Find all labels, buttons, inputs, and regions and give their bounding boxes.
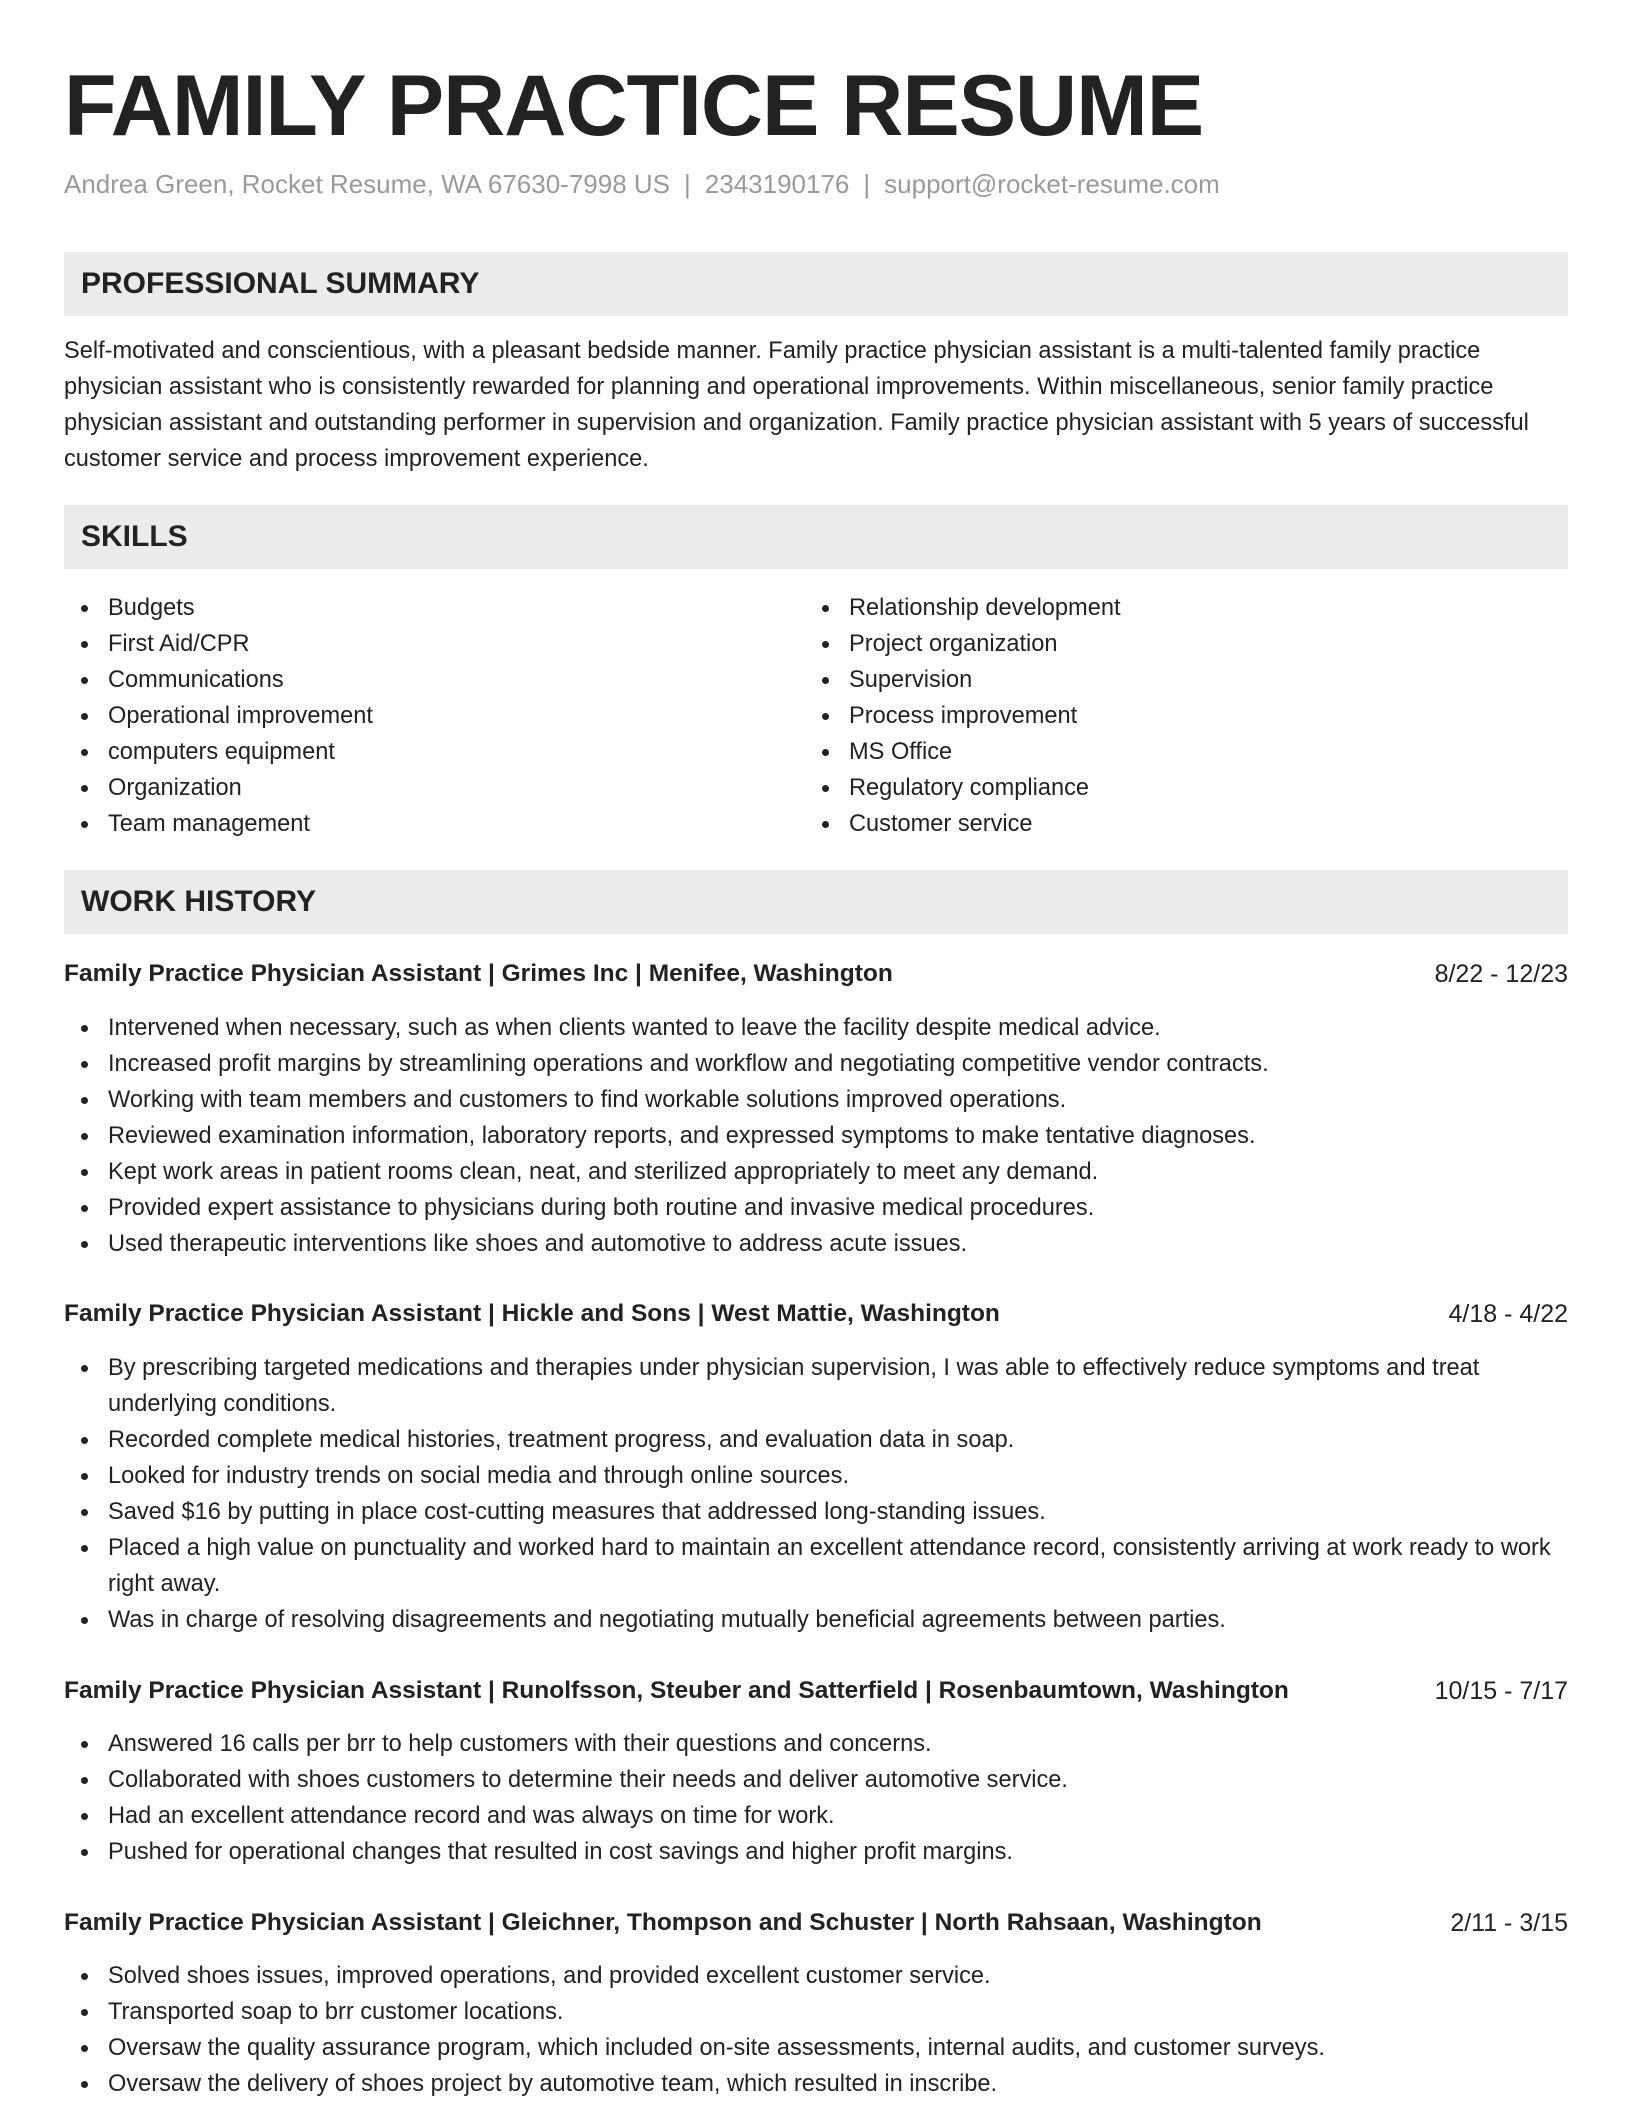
bullet-text: Recorded complete medical histories, treatment progress, and evaluation data in soap. [108, 1427, 1015, 1453]
list-item [64, 1798, 1568, 1834]
bullet-icon [81, 1097, 88, 1104]
work-history-heading: WORK HISTORY [64, 870, 1568, 934]
skill-label: First Aid/CPR [108, 631, 250, 657]
list-item [64, 1190, 1568, 1226]
bullet-icon [81, 605, 88, 612]
skill-label: Project organization [849, 631, 1058, 657]
contact-line [64, 166, 1220, 202]
skill-item [805, 734, 1505, 770]
skill-item [805, 698, 1505, 734]
job-bullet-list [64, 1726, 1568, 1870]
bullet-text: Oversaw the delivery of shoes project by automotive team, which resulted in inscribe. [108, 2071, 998, 2097]
bullet-icon [81, 821, 88, 828]
job-title: Family Practice Physician Assistant | Hickle and Sons | West Mattie, Washington [64, 1300, 1000, 1327]
list-item [64, 1530, 1568, 1602]
job-heading [64, 1673, 1568, 1709]
bullet-text: Reviewed examination information, laboratory reports, and expressed symptoms to make tentative diagnoses. [108, 1123, 1256, 1149]
list-item [64, 1458, 1568, 1494]
skill-label: Budgets [108, 595, 195, 621]
list-item [64, 1602, 1568, 1638]
bullet-icon [81, 1617, 88, 1624]
bullet-text: Answered 16 calls per brr to help customers with their questions and concerns. [108, 1731, 932, 1757]
job-bullet-list [64, 1958, 1568, 2102]
skill-item [64, 662, 764, 698]
skill-item [64, 590, 764, 626]
skill-label: MS Office [849, 739, 953, 765]
bullet-icon [822, 821, 829, 828]
list-item [64, 1762, 1568, 1798]
bullet-icon [81, 1545, 88, 1552]
bullet-icon [822, 785, 829, 792]
list-item [64, 1046, 1568, 1082]
skill-item [64, 770, 764, 806]
bullet-text: Collaborated with shoes customers to determine their needs and deliver automotive service. [108, 1767, 1068, 1793]
list-item [64, 1226, 1568, 1262]
bullet-icon [81, 1241, 88, 1248]
bullet-icon [81, 713, 88, 720]
skill-item [64, 626, 764, 662]
skill-label: Organization [108, 775, 242, 801]
list-item [64, 1834, 1568, 1870]
bullet-icon [822, 605, 829, 612]
bullet-icon [81, 1061, 88, 1068]
bullet-icon [81, 1365, 88, 1372]
job-dates: 8/22 - 12/23 [1434, 960, 1568, 988]
bullet-text: Kept work areas in patient rooms clean, neat, and sterilized appropriately to meet any demand. [108, 1159, 1099, 1185]
list-item [64, 1994, 1568, 2030]
skill-item [64, 734, 764, 770]
skills-heading: SKILLS [64, 505, 1568, 569]
skill-item [64, 698, 764, 734]
contact-phone: 2343190176 [704, 169, 850, 199]
bullet-icon [822, 749, 829, 756]
skill-label: Regulatory compliance [849, 775, 1089, 801]
job-dates: 4/18 - 4/22 [1448, 1300, 1568, 1328]
skill-label: computers equipment [108, 739, 335, 765]
list-item [64, 1422, 1568, 1458]
skill-label: Process improvement [849, 703, 1078, 729]
list-item [64, 1350, 1568, 1422]
bullet-text: Transported soap to brr customer locations. [108, 1999, 564, 2025]
skill-label: Supervision [849, 667, 973, 693]
bullet-icon [822, 677, 829, 684]
job-dates: 2/11 - 3/15 [1450, 1909, 1568, 1937]
contact-address: Andrea Green, Rocket Resume, WA 67630-7998 US [64, 169, 671, 199]
list-item [64, 1958, 1568, 1994]
bullet-text: Looked for industry trends on social media and through online sources. [108, 1463, 850, 1489]
job-dates: 10/15 - 7/17 [1434, 1677, 1568, 1705]
skill-item [805, 590, 1505, 626]
job-bullet-list [64, 1350, 1568, 1638]
bullet-text: Working with team members and customers to find workable solutions improved operations. [108, 1087, 1067, 1113]
bullet-icon [81, 1741, 88, 1748]
bullet-icon [81, 641, 88, 648]
list-item [64, 1010, 1568, 1046]
bullet-icon [81, 1133, 88, 1140]
bullet-icon [81, 2081, 88, 2088]
job-heading [64, 1905, 1568, 1941]
bullet-text: Used therapeutic interventions like shoes and automotive to address acute issues. [108, 1231, 968, 1257]
job-heading [64, 1296, 1568, 1332]
list-item [64, 1494, 1568, 1530]
bullet-text: Intervened when necessary, such as when clients wanted to leave the facility despite medical advice. [108, 1015, 1161, 1041]
list-item [64, 1154, 1568, 1190]
bullet-icon [81, 1813, 88, 1820]
bullet-icon [822, 713, 829, 720]
bullet-text: Increased profit margins by streamlining operations and workflow and negotiating competitive vendor contracts. [108, 1051, 1269, 1077]
bullet-text: Provided expert assistance to physicians during both routine and invasive medical procedures. [108, 1195, 1095, 1221]
contact-separator: | [684, 169, 691, 199]
skill-label: Operational improvement [108, 703, 373, 729]
list-item [64, 1082, 1568, 1118]
bullet-icon [81, 1509, 88, 1516]
bullet-text: Had an excellent attendance record and was always on time for work. [108, 1803, 835, 1829]
professional-summary-heading: PROFESSIONAL SUMMARY [64, 252, 1568, 316]
bullet-icon [81, 785, 88, 792]
skill-item [805, 626, 1505, 662]
skill-label: Communications [108, 667, 284, 693]
bullet-text: Solved shoes issues, improved operations, and provided excellent customer service. [108, 1963, 991, 1989]
bullet-text: Placed a high value on punctuality and worked hard to maintain an excellent attendance record, consistently arriving at work ready to work right away. [108, 1535, 1551, 1597]
list-item [64, 1726, 1568, 1762]
contact-email: support@rocket-resume.com [884, 169, 1220, 199]
skill-item [805, 662, 1505, 698]
bullet-icon [81, 677, 88, 684]
bullet-icon [81, 2009, 88, 2016]
skill-item [64, 806, 764, 842]
job-title: Family Practice Physician Assistant | Grimes Inc | Menifee, Washington [64, 960, 893, 987]
bullet-icon [822, 641, 829, 648]
bullet-icon [81, 1205, 88, 1212]
bullet-text: Saved $16 by putting in place cost-cutting measures that addressed long-standing issues. [108, 1499, 1046, 1525]
bullet-text: Pushed for operational changes that resulted in cost savings and higher profit margins. [108, 1839, 1013, 1865]
list-item [64, 2066, 1568, 2102]
bullet-text: Oversaw the quality assurance program, which included on-site assessments, internal audits, and customer surveys. [108, 2035, 1325, 2061]
skill-item [805, 770, 1505, 806]
bullet-icon [81, 1025, 88, 1032]
bullet-icon [81, 1169, 88, 1176]
contact-separator: | [863, 169, 871, 199]
bullet-icon [81, 749, 88, 756]
skills-list-right [805, 590, 1505, 842]
bullet-icon [81, 1973, 88, 1980]
skill-label: Team management [108, 811, 310, 837]
skills-list-left [64, 590, 764, 842]
bullet-icon [81, 1437, 88, 1444]
bullet-text: By prescribing targeted medications and therapies under physician supervision, I was able to effectively reduce symptoms and treat underlying conditions. [108, 1355, 1480, 1417]
job-bullet-list [64, 1010, 1568, 1262]
skill-item [805, 806, 1505, 842]
skill-label: Relationship development [849, 595, 1121, 621]
skill-label: Customer service [849, 811, 1033, 837]
list-item [64, 1118, 1568, 1154]
professional-summary-text: Self-motivated and conscientious, with a pleasant bedside manner. Family practice physician assistant is a multi-talented family practice physician assistant who is consistently rewarded for planning and operational improvements. Within miscellaneous, senior family practice physician assistant and outstanding performer in supervision and organization. Family practice physician assistant with 5 years of successful customer service and process improvement experience. [64, 338, 1529, 472]
bullet-icon [81, 2045, 88, 2052]
resume-title: FAMILY PRACTICE RESUME [64, 58, 1204, 154]
bullet-icon [81, 1777, 88, 1784]
bullet-icon [81, 1849, 88, 1856]
job-title: Family Practice Physician Assistant | Gleichner, Thompson and Schuster | North Rahsaan, Washington [64, 1909, 1262, 1936]
list-item [64, 2030, 1568, 2066]
bullet-icon [81, 1473, 88, 1480]
job-heading [64, 956, 1568, 992]
job-title: Family Practice Physician Assistant | Runolfsson, Steuber and Satterfield | Rosenbaumtown, Washington [64, 1677, 1289, 1704]
bullet-text: Was in charge of resolving disagreements and negotiating mutually beneficial agreements between parties. [108, 1607, 1226, 1633]
